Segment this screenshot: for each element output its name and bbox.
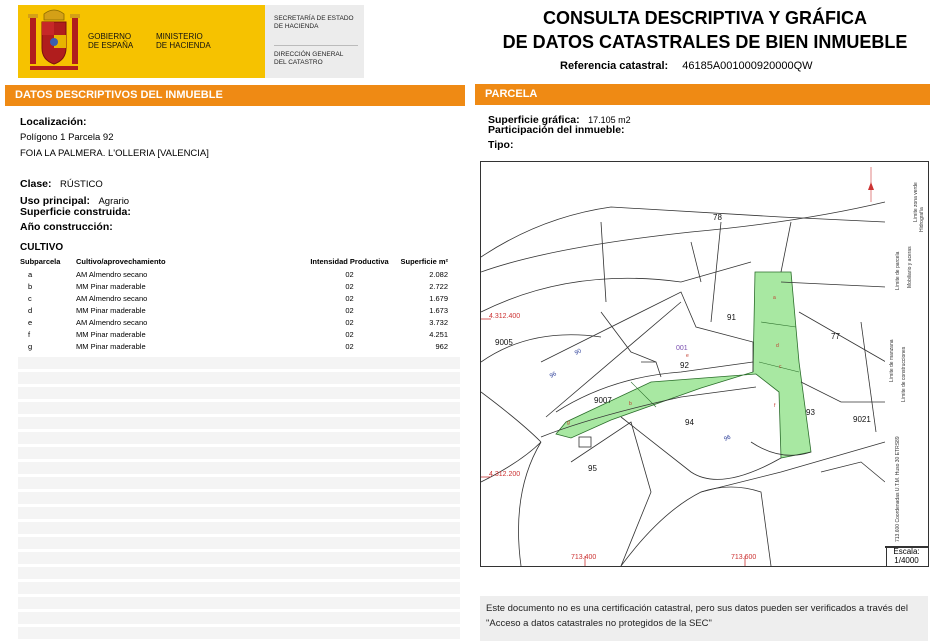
map-subparcel-label: f <box>774 403 776 409</box>
map-parcel-label: 9021 <box>853 415 871 424</box>
ministry-line2: DE HACIENDA <box>156 41 211 50</box>
coat-of-arms-icon <box>24 8 84 74</box>
cultivo-row <box>18 280 460 292</box>
cultivo-cell-sup: 2.722 <box>429 281 448 291</box>
cultivo-cell-int: 02 <box>345 281 354 291</box>
legend-item: Límite de manzana <box>889 339 895 382</box>
map-parcel-label: 9007 <box>594 396 612 405</box>
clase-label: Clase: <box>20 178 52 190</box>
left-divider <box>5 105 465 106</box>
descriptive-data-header <box>5 85 465 105</box>
cultivo-cell-sub: f <box>28 329 31 339</box>
tipo-label: Tipo: <box>488 139 514 151</box>
localizacion-line2: FOIA LA PALMERA. L'OLLERIA [VALENCIA] <box>20 148 209 159</box>
parcela-title: PARCELA <box>485 88 538 100</box>
col-subparcela: Subparcela <box>20 257 61 266</box>
map-road-label: 96 <box>549 371 558 380</box>
sec-line2: DE HACIENDA <box>274 23 319 30</box>
cultivo-cell-cultivo: AM Almendro secano <box>76 269 148 279</box>
superficie-grafica-value: 17.105 m2 <box>588 115 631 125</box>
cultivo-row <box>18 340 460 352</box>
dir-line2: DEL CATASTRO <box>274 59 323 66</box>
cultivo-cell-sup: 1.673 <box>429 305 448 315</box>
map-label-001: 001 <box>676 345 688 352</box>
localizacion-line1: Polígono 1 Parcela 92 <box>20 132 114 143</box>
dir-line1: DIRECCIÓN GENERAL <box>274 51 344 58</box>
secretariat-block <box>265 5 364 78</box>
map-coord-label: 713.600 <box>731 554 757 561</box>
ref-value: 46185A001000920000QW <box>682 60 813 72</box>
map-legend <box>885 161 929 548</box>
map-parcel-label: 78 <box>713 213 722 222</box>
col-superficie: Superficie m² <box>400 257 448 266</box>
cultivo-cell-int: 02 <box>345 305 354 315</box>
cultivo-cell-sup: 3.732 <box>429 317 448 327</box>
cadastral-map[interactable] <box>480 161 887 567</box>
anio-construccion-label: Año construcción: <box>20 221 113 233</box>
uso-value: Agrario <box>98 196 130 207</box>
cultivo-row <box>18 316 460 328</box>
legend-item: Mobiliario y aceras <box>907 246 913 288</box>
map-subparcel-label: b <box>629 401 632 407</box>
scale-label: Escala: <box>893 547 920 556</box>
superficie-construida-label: Superficie construida: <box>20 206 131 218</box>
government-logo <box>18 5 265 78</box>
cultivo-cell-sub: a <box>28 269 33 279</box>
col-cultivo: Cultivo/aprovechamiento <box>76 257 166 266</box>
map-parcel-label: 77 <box>831 332 840 341</box>
cultivo-cell-sup: 1.679 <box>429 293 448 303</box>
sec-line1: SECRETARÍA DE ESTADO <box>274 15 354 22</box>
cultivo-cell-int: 02 <box>345 293 354 303</box>
map-parcel-label: 9005 <box>495 338 513 347</box>
map-subparcel-label: e <box>686 353 689 359</box>
legend-item: Hidrografía <box>919 207 925 232</box>
parcela-header <box>475 84 930 104</box>
legend-item: Límite zona verde <box>913 182 919 222</box>
cultivo-cell-sup: 962 <box>435 341 448 351</box>
cultivo-cell-sup: 2.082 <box>429 269 448 279</box>
map-coord-label: 4.312.400 <box>489 313 521 320</box>
map-parcel-label: 94 <box>685 418 694 427</box>
clase-row <box>20 174 103 192</box>
cultivo-row <box>18 328 460 340</box>
cultivo-cell-sub: g <box>28 341 33 351</box>
map-scale <box>885 546 929 567</box>
cultivo-cell-cultivo: MM Pinar maderable <box>76 341 146 351</box>
cultivo-cell-int: 02 <box>345 341 354 351</box>
cultivo-table <box>18 255 460 352</box>
cultivo-table-body <box>18 268 460 352</box>
disclaimer-note: Este documento no es una certificación catastral, pero sus datos pueden ser verificados a través del "Acceso a datos catastrales no protegidos de la SEC" <box>480 596 928 641</box>
legend-crs: 713.600 Coordenadas U.T.M. Huso 30 ETRS89 <box>895 436 901 542</box>
cultivo-cell-cultivo: MM Pinar maderable <box>76 305 146 315</box>
legend-item: Límite de construcciones <box>901 346 907 402</box>
map-road-label: 96 <box>723 434 732 443</box>
title-line1: CONSULTA DESCRIPTIVA Y GRÁFICA <box>542 8 868 28</box>
map-road-label: 90 <box>574 348 583 357</box>
right-divider <box>475 104 930 105</box>
cadastral-reference <box>560 60 813 72</box>
north-arrow-icon <box>868 167 874 202</box>
map-parcel-label: 93 <box>806 408 815 417</box>
cultivo-cell-sub: b <box>28 281 33 291</box>
cultivo-cell-int: 02 <box>345 317 354 327</box>
cultivo-cell-int: 02 <box>345 269 354 279</box>
cultivo-row <box>18 304 460 316</box>
ministry-line1: MINISTERIO <box>156 32 203 41</box>
cultivo-cell-sup: 4.251 <box>429 329 448 339</box>
cultivo-cell-sub: e <box>28 317 33 327</box>
cultivo-row <box>18 292 460 304</box>
map-parcel-label: 92 <box>680 361 689 370</box>
map-parcel-label: 91 <box>727 313 736 322</box>
uso-label: Uso principal: <box>20 195 91 207</box>
cultivo-row <box>18 268 460 280</box>
map-subparcel-label: d <box>776 343 779 349</box>
cultivo-cell-cultivo: AM Almendro secano <box>76 317 148 327</box>
cultivo-cell-cultivo: AM Almendro secano <box>76 293 148 303</box>
clase-value: RÚSTICO <box>59 179 103 190</box>
cultivo-cell-cultivo: MM Pinar maderable <box>76 329 146 339</box>
cultivo-cell-sub: c <box>28 293 32 303</box>
page-title <box>480 6 930 54</box>
cultivo-cell-cultivo: MM Pinar maderable <box>76 281 146 291</box>
gov-line1: GOBIERNO <box>88 32 132 41</box>
legend-item: Límite de parcela <box>895 251 901 290</box>
participacion-label: Participación del inmueble: <box>488 124 625 136</box>
map-parcel-label: 95 <box>588 464 597 473</box>
col-intensidad: Intensidad Productiva <box>310 257 389 266</box>
map-subparcel-label: g <box>567 420 570 426</box>
cultivo-cell-sub: d <box>28 305 33 315</box>
cultivo-cell-int: 02 <box>345 329 354 339</box>
descriptive-data-title: DATOS DESCRIPTIVOS DEL INMUEBLE <box>15 89 223 101</box>
cultivo-title: CULTIVO <box>20 242 64 253</box>
ref-label: Referencia catastral: <box>560 60 669 72</box>
map-coord-label: 4.312.200 <box>489 471 521 478</box>
title-line2: DE DATOS CATASTRALES DE BIEN INMUEBLE <box>502 32 908 52</box>
map-coord-label: 713.400 <box>571 554 597 561</box>
map-subparcel-label: c <box>779 364 782 370</box>
localizacion-label: Localización: <box>20 116 87 128</box>
cultivo-empty-rows <box>18 357 460 641</box>
gov-line2: DE ESPAÑA <box>88 41 134 50</box>
map-subparcel-label: a <box>773 295 776 301</box>
superficie-grafica-label: Superficie gráfica: <box>488 114 580 126</box>
scale-value: 1/4000 <box>894 556 919 565</box>
